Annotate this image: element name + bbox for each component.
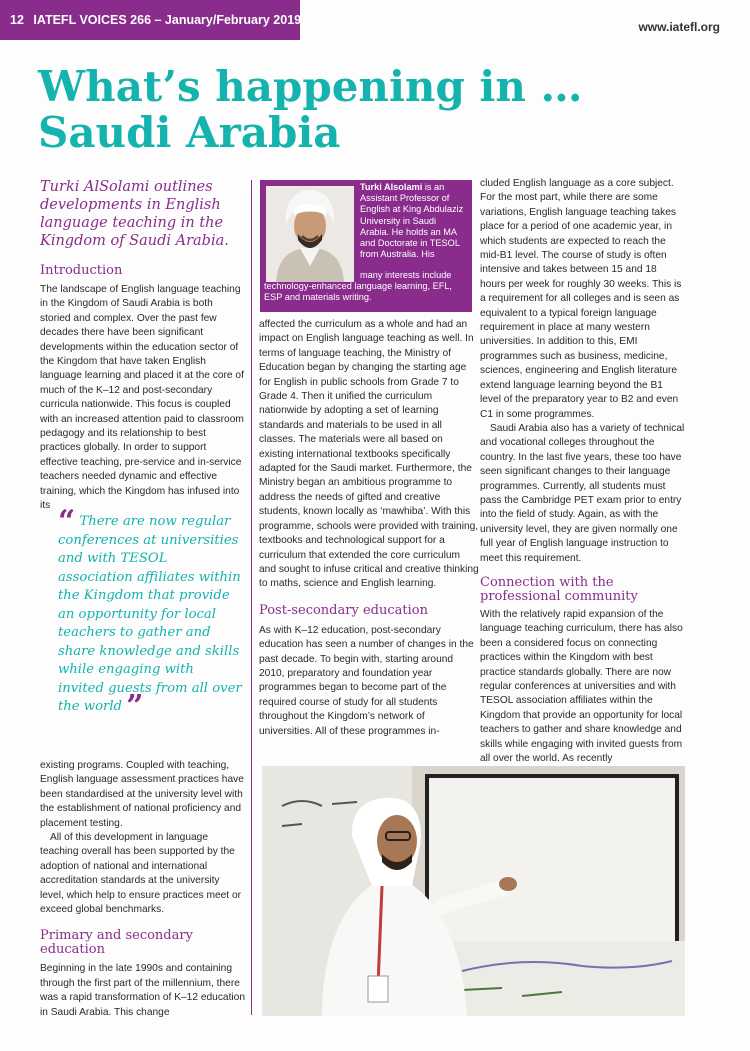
introduction-paragraph-1: The landscape of English language teaching in the Kingdom of Saudi Arabia is both storied and complex. Over the past few decades there have been significant developments within the education sector of the Kingdom that have taken English language learning and placed it at the core of much of the K–12 and post-secondary curricula nationwide. This focus is coupled with an increased attention paid to classroom pedagogy and its relationship to best practices globally. In order to support effective teaching, pre-service and in-service teachers needed dynamic and effective training, which the Kingdom has infused into its (40, 284, 244, 512)
introduction-heading: Introduction (40, 263, 123, 278)
author-name: Turki Alsolami (360, 182, 423, 192)
issue-title: IATEFL VOICES 266 – January/February 2019 (33, 13, 302, 27)
title-line-2: Saudi Arabia (38, 108, 341, 157)
close-quote-icon: ” (126, 689, 144, 724)
pullquote-text: There are now regular conferences at universities and with TESOL association affiliates within the Kingdom that provide an opportunity for local teachers to gather and share knowledge and skills while engaging with invited guests from all over the world (58, 514, 242, 714)
right-column (480, 177, 685, 766)
primary-paragraph-1-cont: affected the curriculum as a whole and had an impact on English language teaching as well. In terms of language teaching, the Ministry of Education began by changing the starting age for English in public schools from Grade 7 to Grade 4. Then it unified the curriculum nationwide by adopting a set of learning standards and materials to be used in all classes. The materials were all based on existing international textbooks specifically adapted for the Saudi market. Furthermore, the Ministry began an ambitious programme to address the needs of gifted and creative students, known locally as ‘mawhiba’. With this programme, schools were provided with training, textbooks and technological support for a curriculum that extended the core curriculum and sought to infuse critical and creative thinking to maths, science and English learning. (259, 319, 479, 590)
introduction-paragraph-2: All of this development in language teaching overall has been supported by the adoption of national and international accreditation standards at the university level, which help to ensure practices meet or exceed global benchmarks. (40, 832, 242, 916)
author-bio-text-cont: many interests include technology-enhanced language learning, EFL, ESP and materials writing. (264, 270, 452, 303)
classroom-photo (262, 766, 685, 1016)
website-link[interactable]: www.iatefl.org (638, 20, 720, 34)
post-secondary-paragraph-1: As with K–12 education, post-secondary education has seen a number of changes in the past decade. To begin with, starting around 2010, preparatory and foundation year programmes began to become part of the required course of study for all students throughout the Kingdom’s network of universities. All of these programmes in- (259, 624, 474, 737)
left-column (40, 178, 246, 514)
post-secondary-paragraph-2: Saudi Arabia also has a variety of technical and vocational colleges throughout the country. In the last five years, these too have seen significant changes to their language programmes. Currently, all students must pass the Cambridge PET exam prior to entry into the field of study. Again, as with the university level, they are given normally one full year of English language instruction to meet this requirement. (480, 422, 685, 564)
title-line-1: What’s happening in … (38, 62, 583, 111)
connection-heading: Connection with the professional community (480, 574, 638, 604)
issue-header-band (0, 0, 300, 40)
primary-heading: Primary and secondary education (40, 928, 193, 958)
post-secondary-paragraph-1-cont: cluded English language as a core subject. For the most part, while there are some variations, English language teaching takes place for a period of one academic year, in which students are expected to reach the mid-B1 level. The course of study is often intensive and takes between 15 and 18 hours per week for roughly 30 weeks. This is a requirement for all colleges and is seen as equivalent to a typical foreign language requirement in place at many western universities. In addition to this, EMI programmes such as business, medicine, sciences, engineering and English literature extend language learning beyond the B1 level of the preparatory year to B2 and even C1 in some programmes. (480, 178, 682, 420)
left-column-lower (40, 759, 246, 1020)
open-quote-icon: “ (58, 504, 76, 539)
article-title (38, 64, 718, 156)
author-bio-top (360, 182, 466, 260)
standfirst: Turki AlSolami outlines developments in English language teaching in the Kingdom of Saudi Arabia. (40, 179, 229, 249)
author-bio-text: is an Assistant Professor of English at King Abdulaziz University in Saudi Arabia. He holds an MA and Doctorate in TESOL from Australia. His (360, 182, 464, 260)
post-secondary-heading: Post-secondary education (259, 602, 428, 618)
pullquote (58, 504, 243, 724)
author-photo (266, 186, 354, 282)
column-divider (251, 180, 252, 1015)
author-bio-bottom (264, 270, 470, 304)
middle-column (259, 318, 479, 739)
author-bio-box (260, 180, 472, 312)
introduction-paragraph-1-cont: existing programs. Coupled with teaching, English language assessment practices have been standardised at the university level with the establishment of national proficiency and placement testing. (40, 760, 244, 829)
primary-paragraph-1: Beginning in the late 1990s and containing through the first part of the millennium, there was a rapid transformation of K–12 education in Saudi Arabia. This change (40, 963, 246, 1018)
page-number: 12 (10, 13, 24, 27)
connection-paragraph-1: With the relatively rapid expansion of the language teaching curriculum, there has also been a considered focus on connecting practices within the Kingdom with best practice standards globally. There are now regular conferences at universities and with TESOL association affiliates within the Kingdom that provide an opportunity for local teachers to gather and share knowledge and skills while engaging with invited guests from all over the world. As recently (480, 608, 683, 765)
